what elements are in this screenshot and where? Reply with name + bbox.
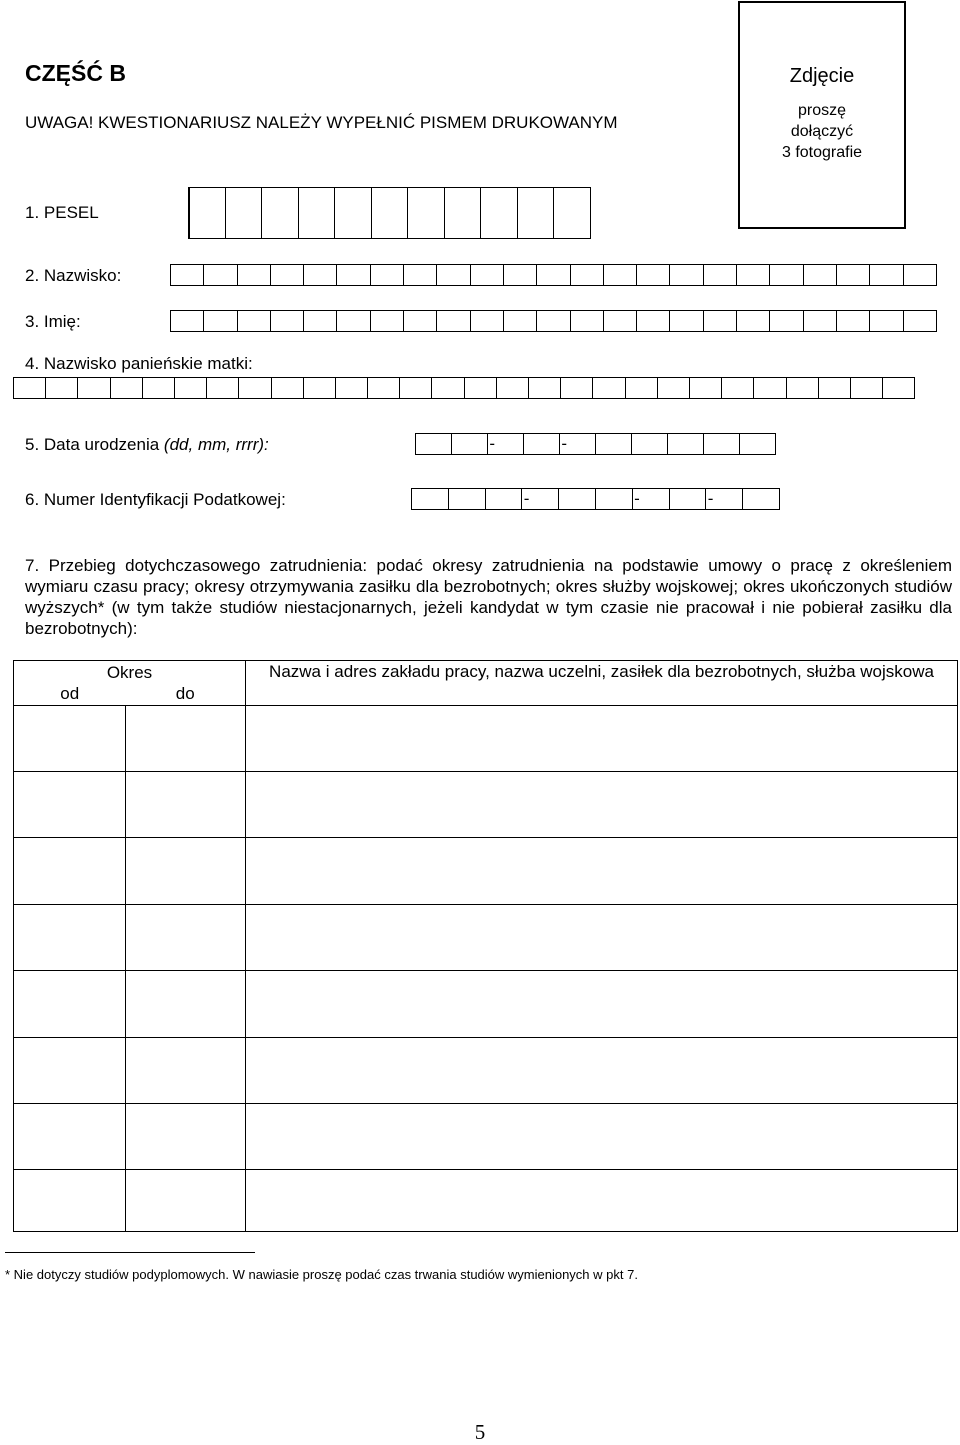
dob-separator: - (561, 434, 567, 453)
photo-note-line: proszę (797, 102, 847, 119)
dob-field[interactable] (415, 433, 775, 455)
to-cell[interactable] (126, 706, 246, 772)
pesel-cell[interactable] (298, 187, 336, 239)
to-cell[interactable] (126, 1104, 246, 1170)
firstname-cell[interactable] (703, 310, 737, 332)
mother-maiden-name-cell[interactable] (818, 377, 851, 399)
pesel-cell[interactable] (334, 187, 372, 239)
table-row (14, 971, 958, 1038)
mother-maiden-name-cell[interactable] (238, 377, 271, 399)
firstname-cell[interactable] (203, 310, 237, 332)
firstname-cell[interactable] (503, 310, 537, 332)
name-address-header: Nazwa i adres zakładu pracy, nazwa uczelni, zasiłek dla bezrobotnych, służba wojskowa (246, 661, 958, 706)
mother-maiden-name-cell[interactable] (496, 377, 529, 399)
from-cell[interactable] (14, 1104, 126, 1170)
mother-maiden-name-cell[interactable] (13, 377, 46, 399)
mother-maiden-name-cell[interactable] (77, 377, 110, 399)
dob-cell[interactable] (415, 433, 452, 455)
firstname-cell[interactable] (769, 310, 803, 332)
surname-cell[interactable] (336, 264, 370, 286)
surname-cell[interactable] (736, 264, 770, 286)
firstname-cell[interactable] (669, 310, 703, 332)
firstname-cell[interactable] (403, 310, 437, 332)
firstname-cell[interactable] (570, 310, 604, 332)
nip-separator: - (707, 489, 714, 508)
period-header: Okres (14, 661, 246, 683)
pesel-cell[interactable] (225, 187, 263, 239)
surname-cell[interactable] (170, 264, 204, 286)
dob-cell[interactable] (739, 433, 776, 455)
nip-separator: - (523, 489, 530, 508)
from-cell[interactable] (14, 1170, 126, 1232)
mother-maiden-name-cell[interactable] (753, 377, 786, 399)
table-row (14, 1038, 958, 1104)
warning-text: UWAGA! KWESTIONARIUSZ NALEŻY WYPEŁNIĆ PISMEM DRUKOWANYM (25, 113, 618, 132)
photo-note-line: dołączyć (790, 123, 854, 140)
to-cell[interactable] (126, 1170, 246, 1232)
surname-cell[interactable] (636, 264, 670, 286)
name-cell[interactable] (246, 706, 958, 772)
mother-maiden-name-cell[interactable] (850, 377, 883, 399)
mother-maiden-name-label: 4. Nazwisko panieńskie matki: (25, 354, 253, 373)
firstname-cell[interactable] (903, 310, 937, 332)
name-cell[interactable] (246, 772, 958, 838)
photo-note-line: 3 fotografie (781, 144, 863, 161)
nip-label: 6. Numer Identyfikacji Podatkowej: (25, 490, 286, 509)
from-cell[interactable] (14, 971, 126, 1038)
photo-box[interactable] (738, 1, 906, 229)
photo-note (740, 100, 904, 163)
from-cell[interactable] (14, 1038, 126, 1104)
surname-cell[interactable] (536, 264, 570, 286)
to-cell[interactable] (126, 772, 246, 838)
mother-maiden-name-cell[interactable] (399, 377, 432, 399)
firstname-cell[interactable] (636, 310, 670, 332)
firstname-cell[interactable] (336, 310, 370, 332)
dob-label (25, 435, 269, 455)
dob-cell[interactable] (451, 433, 495, 455)
to-header: do (126, 683, 246, 706)
name-cell[interactable] (246, 905, 958, 971)
mother-maiden-name-cell[interactable] (721, 377, 754, 399)
from-header: od (14, 683, 126, 706)
surname-cell[interactable] (703, 264, 737, 286)
pesel-cell[interactable] (261, 187, 299, 239)
mother-maiden-name-cell[interactable] (431, 377, 464, 399)
surname-cell[interactable] (603, 264, 637, 286)
from-cell[interactable] (14, 706, 126, 772)
pesel-cell[interactable] (188, 187, 226, 239)
dob-cell[interactable] (667, 433, 704, 455)
surname-field[interactable] (170, 264, 936, 286)
name-cell[interactable] (246, 1038, 958, 1104)
surname-cell[interactable] (270, 264, 304, 286)
mother-maiden-name-cell[interactable] (528, 377, 561, 399)
firstname-cell[interactable] (869, 310, 903, 332)
surname-cell[interactable] (903, 264, 937, 286)
surname-cell[interactable] (836, 264, 870, 286)
nip-cell[interactable] (411, 488, 449, 510)
nip-cell[interactable] (669, 488, 714, 510)
firstname-cell[interactable] (436, 310, 470, 332)
mother-maiden-name-cell[interactable] (142, 377, 175, 399)
pesel-cell[interactable] (407, 187, 445, 239)
photo-title: Zdjęcie (789, 65, 855, 87)
dob-cell[interactable] (703, 433, 740, 455)
from-cell[interactable] (14, 772, 126, 838)
to-cell[interactable] (126, 971, 246, 1038)
surname-cell[interactable] (803, 264, 837, 286)
nip-cell[interactable] (742, 488, 780, 510)
mother-maiden-name-cell[interactable] (560, 377, 593, 399)
surname-cell[interactable] (570, 264, 604, 286)
mother-maiden-name-cell[interactable] (464, 377, 497, 399)
name-cell[interactable] (246, 838, 958, 905)
firstname-cell[interactable] (303, 310, 337, 332)
mother-maiden-name-cell[interactable] (786, 377, 819, 399)
pesel-field[interactable] (188, 187, 590, 239)
dob-cell[interactable] (631, 433, 668, 455)
mother-maiden-name-cell[interactable] (206, 377, 239, 399)
firstname-cell[interactable] (270, 310, 304, 332)
mother-maiden-name-cell[interactable] (271, 377, 304, 399)
nip-cell[interactable] (558, 488, 596, 510)
mother-maiden-name-cell[interactable] (303, 377, 336, 399)
mother-maiden-name-cell[interactable] (110, 377, 143, 399)
surname-cell[interactable] (503, 264, 537, 286)
pesel-label: 1. PESEL (25, 203, 99, 222)
surname-cell[interactable] (403, 264, 437, 286)
firstname-cell[interactable] (603, 310, 637, 332)
employment-table (13, 660, 958, 1232)
firstname-cell[interactable] (836, 310, 870, 332)
firstname-cell[interactable] (237, 310, 271, 332)
dob-cell[interactable] (595, 433, 632, 455)
name-cell[interactable] (246, 1104, 958, 1170)
firstname-cell[interactable] (370, 310, 404, 332)
surname-cell[interactable] (769, 264, 803, 286)
mother-maiden-name-cell[interactable] (174, 377, 207, 399)
table-row (14, 905, 958, 971)
pesel-cell[interactable] (480, 187, 518, 239)
footnote: * Nie dotyczy studiów podyplomowych. W nawiasie proszę podać czas trwania studiów wymienionych w pkt 7. (5, 1267, 638, 1282)
nip-separator: - (634, 489, 640, 508)
section-title: CZĘŚĆ B (25, 60, 126, 86)
dob-cell[interactable] (523, 433, 567, 455)
pesel-cell[interactable] (371, 187, 409, 239)
surname-cell[interactable] (303, 264, 337, 286)
firstname-cell[interactable] (736, 310, 770, 332)
name-cell[interactable] (246, 1170, 958, 1232)
mother-maiden-name-cell[interactable] (592, 377, 625, 399)
firstname-cell[interactable] (170, 310, 204, 332)
nip-field[interactable] (411, 488, 779, 510)
from-cell[interactable] (14, 838, 126, 905)
to-cell[interactable] (126, 1038, 246, 1104)
surname-cell[interactable] (436, 264, 470, 286)
mother-maiden-name-cell[interactable] (367, 377, 400, 399)
name-cell[interactable] (246, 971, 958, 1038)
mother-maiden-name-cell[interactable] (335, 377, 368, 399)
page-number: 5 (474, 1420, 486, 1444)
pesel-cell[interactable] (553, 187, 591, 239)
mother-maiden-name-cell[interactable] (657, 377, 690, 399)
surname-cell[interactable] (237, 264, 271, 286)
nip-cell[interactable] (595, 488, 640, 510)
surname-cell[interactable] (869, 264, 903, 286)
mother-maiden-name-cell[interactable] (45, 377, 78, 399)
mother-maiden-name-cell[interactable] (625, 377, 658, 399)
table-row (14, 838, 958, 905)
table-row (14, 772, 958, 838)
table-row (14, 1104, 958, 1170)
dob-separator: - (489, 434, 495, 453)
dob-label-main: 5. Data urodzenia (25, 435, 164, 454)
to-cell[interactable] (126, 838, 246, 905)
from-cell[interactable] (14, 905, 126, 971)
firstname-cell[interactable] (536, 310, 570, 332)
firstname-cell[interactable] (803, 310, 837, 332)
surname-cell[interactable] (470, 264, 504, 286)
firstname-field[interactable] (170, 310, 936, 332)
footnote-divider (5, 1252, 255, 1253)
pesel-cell[interactable] (517, 187, 555, 239)
mother-maiden-name-cell[interactable] (882, 377, 915, 399)
to-cell[interactable] (126, 905, 246, 971)
nip-cell[interactable] (485, 488, 530, 510)
mother-maiden-name-cell[interactable] (689, 377, 722, 399)
table-row (14, 1170, 958, 1232)
surname-cell[interactable] (370, 264, 404, 286)
nip-cell[interactable] (448, 488, 486, 510)
pesel-cell[interactable] (444, 187, 482, 239)
surname-cell[interactable] (669, 264, 703, 286)
surname-label: 2. Nazwisko: (25, 266, 122, 285)
firstname-label: 3. Imię: (25, 312, 81, 331)
table-row (14, 706, 958, 772)
mother-maiden-name-field[interactable] (13, 377, 914, 399)
surname-cell[interactable] (203, 264, 237, 286)
employment-history-instructions: 7. Przebieg dotychczasowego zatrudnienia: podać okresy zatrudnienia na podstawie umowy o pracę z określeniem wymiaru czasu pracy; okresy otrzymywania zasiłku dla bezrobotnych; okres służby wojskowej; okres ukończonych studiów wyższych* (w tym także studiów niestacjonarnych, jeżeli kandydat w tym czasie nie pracował i nie pobierał zasiłku dla bezrobotnych): (25, 556, 952, 638)
firstname-cell[interactable] (470, 310, 504, 332)
dob-label-format: (dd, mm, rrrr): (163, 435, 269, 454)
